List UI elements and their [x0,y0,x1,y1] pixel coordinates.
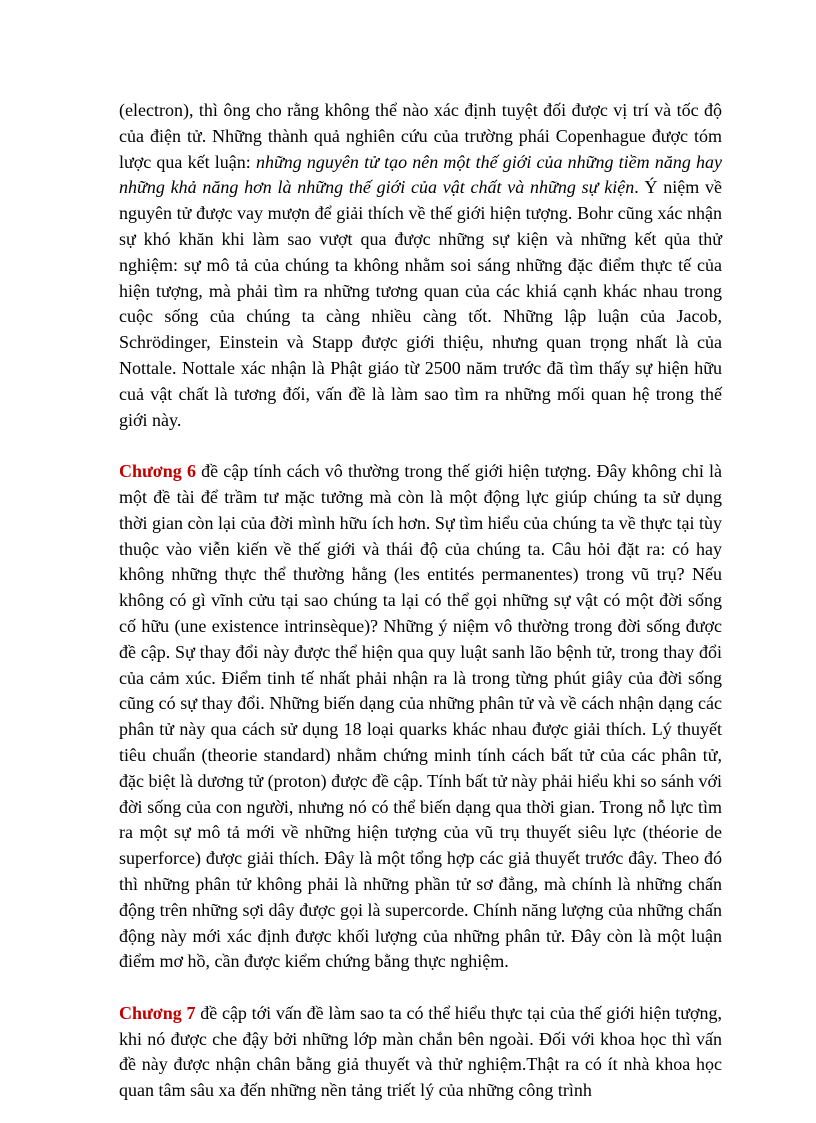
paragraph-text: đề cập tới vấn đề làm sao ta có thể hiểu thực tại của thế giới hiện tượng, khi nó được che đậy bởi những lớp màn chắn bên ngoài. Đối với khoa học thì vấn đề này được nhận chân bằng giả thuyết và thử nghiệm.Thật ra có ít nhà khoa học quan tâm sâu xa đến những nền tảng triết lý của những công trình [119,1002,722,1101]
paragraph-text-continuation: . Ý niệm về nguyên tử được vay mượn để giải thích về thế giới hiện tượng. Bohr cũng xác nhận sự khó khăn khi làm sao vượt qua được những sự kiện và những kết qủa thử nghiệm: sự mô tả của chúng ta không nhằm soi sáng những đặc điểm thực tế của hiện tượng, mà phải tìm ra những tương quan của các khiá cạnh khác nhau trong cuộc sống của chúng ta càng nhiều càng tốt. Những lập luận của Jacob, Schrödinger, Einstein và Stapp được giới thiệu, nhưng quan trọng nhất là của Nottale. Nottale xác nhận là Phật giáo từ 2500 năm trước đã tìm thấy sự hiện hữu cuả vật chất là tương đối, vấn đề là làm sao tìm ra những mối quan hệ trong thế giới này. [119,177,722,430]
chapter-7-heading: Chương 7 [119,1002,196,1023]
paragraph-italic-quote: những nguyên tử tạo nên một thế giới của những tiềm năng hay những khả năng hơn là những thế giới của vật chất và những sự kiện [119,151,722,198]
document-page [119,98,722,1104]
paragraph-chapter-7 [119,1001,722,1104]
paragraph-text-intro: (electron), thì ông cho rằng không thể nào xác định tuyệt đối được vị trí và tốc độ của điện tử. Những thành quả nghiên cứu của trường phái Copenhague được tóm lược qua kết luận: [119,100,722,172]
paragraph-chapter-5-continuation [119,98,722,433]
paragraph-chapter-6 [119,459,722,975]
chapter-6-heading: Chương 6 [119,461,196,482]
paragraph-text: đề cập tính cách vô thường trong thế giới hiện tượng. Đây không chỉ là một đề tài để trầm tư mặc tưởng mà còn là một động lực giúp chúng ta sử dụng thời gian còn lại của đời mình hữu ích hơn. Sự tìm hiểu của chúng ta về thực tại tùy thuộc vào viễn kiến về thế giới và thái độ của chúng ta. Câu hỏi đặt ra: có hay không những thực thể thường hằng (les entités permanentes) trong vũ trụ? Nếu không có gì vĩnh cửu tại sao chúng ta lại có thể gọi những sự vật có một đời sống cố hữu (une existence intrinsèque)? Những ý niệm vô thường trong đời sống được đề cập. Sự thay đổi này được thể hiện qua quy luật sanh lão bệnh tử, trong thay đổi của cảm xúc. Điểm tinh tế nhất phải nhận ra là trong từng phút giây của đời sống cũng có sự thay đổi. Những biến dạng của những phân tử và về cách nhận dạng các phân tử này qua cách sử dụng 18 loại quarks khác nhau được giải thích. Lý thuyết tiêu chuẩn (theorie standard) nhằm chứng minh tính cách bất tử của các phân tử, đặc biệt là dương tử (proton) được đề cập. Tính bất tử này phải hiểu khi so sánh với đời sống của con người, nhưng nó có thể biến dạng qua thời gian. Trong nỗ lực tìm ra một sự mô tả mới về những hiện tượng của vũ trụ thuyết siêu lực (théorie de superforce) được giải thích. Đây là một tổng hợp các giả thuyết trước đây. Theo đó thì những phân tử không phải là những phần tử sơ đẳng, mà chính là những chấn động trên những sợi dây được gọi là supercorde. Chính năng lượng của những chấn động này mới xác định được khối lượng của những phân tử. Đây còn là một luận điểm mơ hồ, cần được kiểm chứng bằng thực nghiệm. [119,461,722,972]
